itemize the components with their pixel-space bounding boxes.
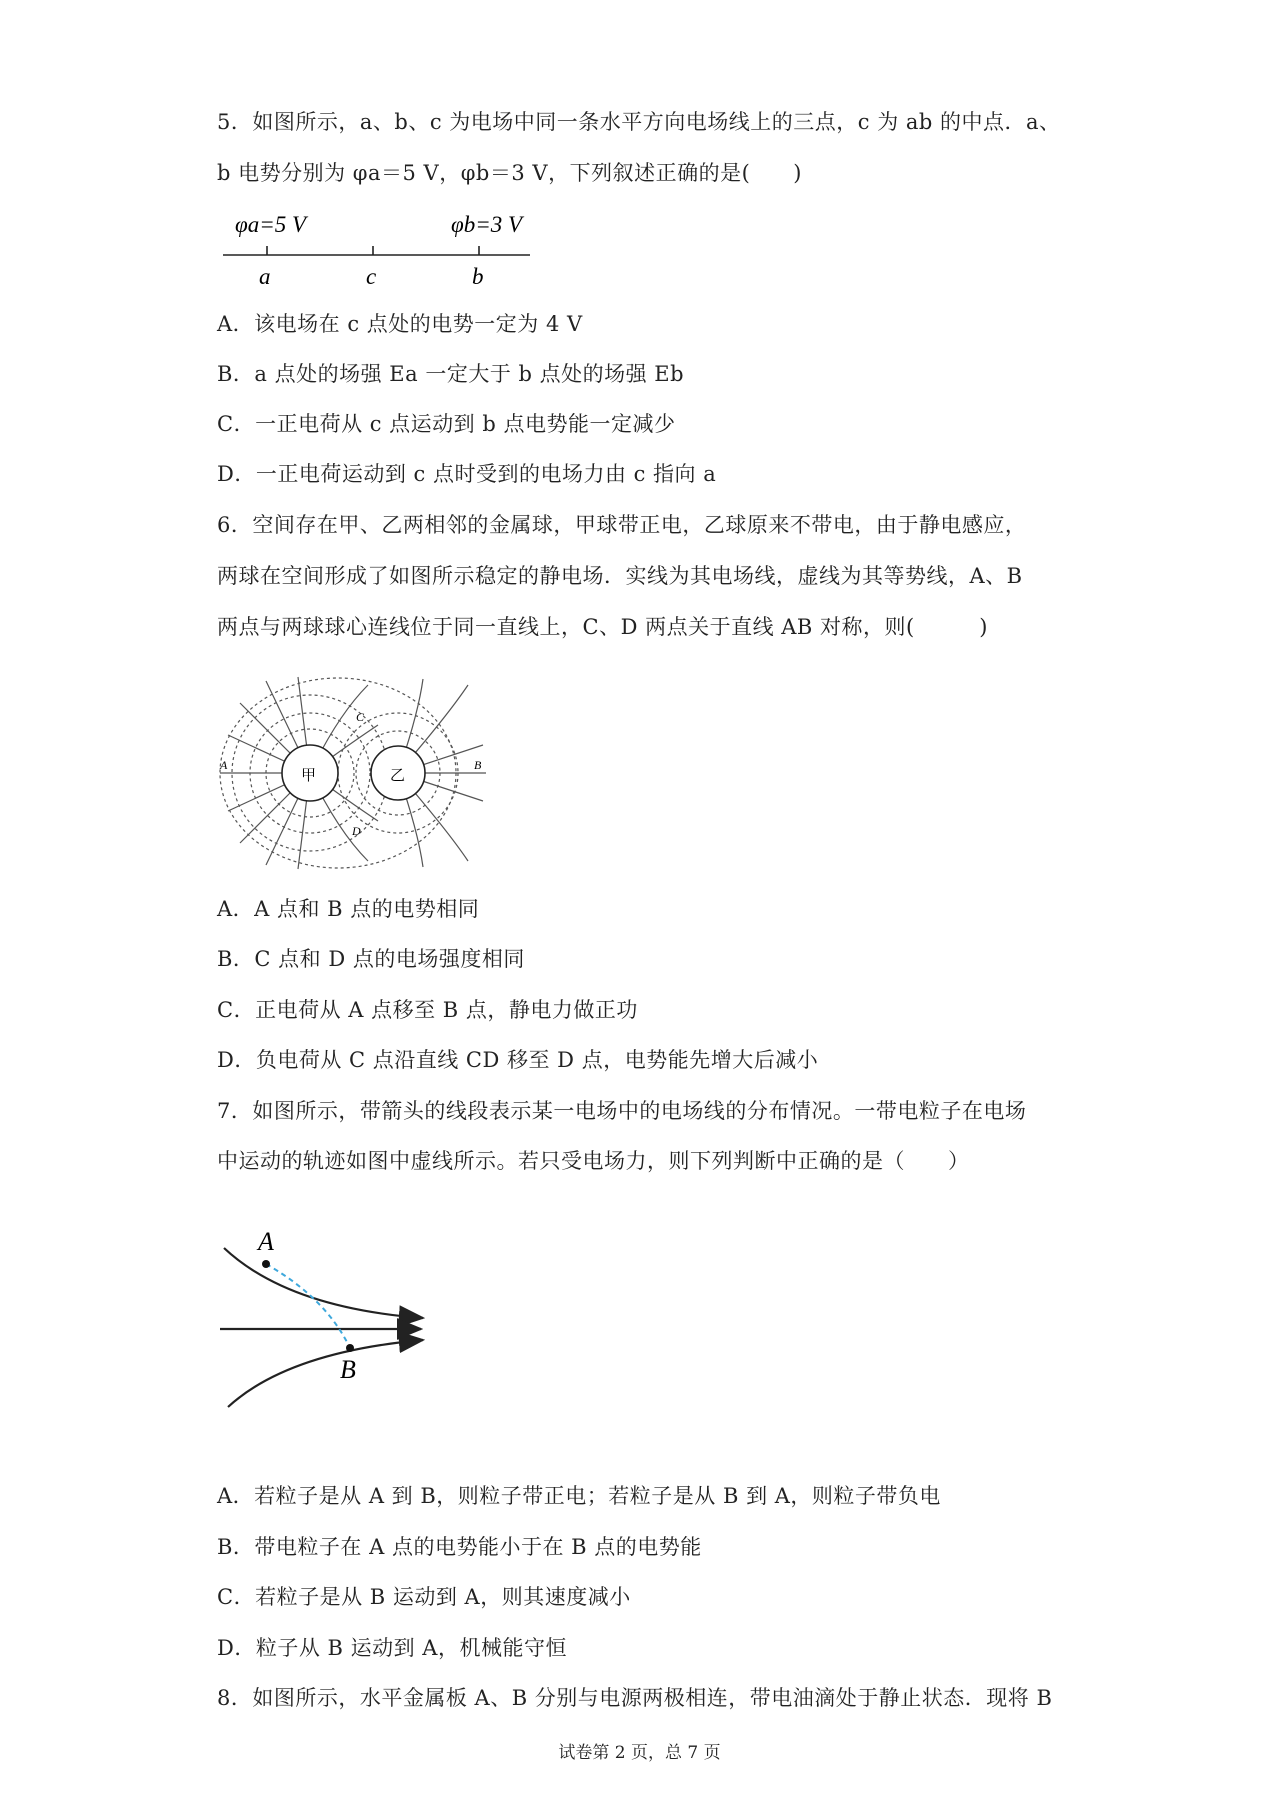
point-A-label: A [220, 758, 228, 772]
q5-option-b: B．a 点处的场强 Ea 一定大于 b 点处的场强 Eb [217, 362, 685, 386]
point-A-dot [262, 1260, 270, 1268]
point-A-label: A [258, 1227, 274, 1256]
point-D-label: D [352, 824, 361, 838]
point-B-label: B [474, 758, 482, 772]
q6-option-a: A．A 点和 B 点的电势相同 [217, 897, 480, 921]
q5-option-d: D．一正电荷运动到 c 点时受到的电场力由 c 指向 a [217, 462, 717, 486]
q8-text-line1: 8．如图所示，水平金属板 A、B 分别与电源两极相连，带电油滴处于静止状态．现将 B [217, 1686, 1053, 1710]
point-c-label: c [366, 264, 377, 289]
q7-option-a: A．若粒子是从 A 到 B，则粒子带正电；若粒子是从 B 到 A，则粒子带负电 [217, 1484, 941, 1508]
point-C-label: C [356, 710, 365, 724]
sphere-jia-label: 甲 [301, 768, 317, 784]
q7-text-line2: 中运动的轨迹如图中虚线所示。若只受电场力，则下列判断中正确的是（ ） [217, 1149, 970, 1173]
q6-text-line2: 两球在空间形成了如图所示稳定的静电场．实线为其电场线，虚线为其等势线，A、B [217, 564, 1023, 588]
q5-option-a: A．该电场在 c 点处的电势一定为 4 V [217, 312, 583, 336]
q5-potential-line-figure [215, 205, 535, 295]
point-B-dot [346, 1344, 354, 1352]
q6-text-line1: 6．空间存在甲、乙两相邻的金属球，甲球带正电，乙球原来不带电，由于静电感应， [217, 513, 1027, 537]
page-footer: 试卷第 2 页，总 7 页 [558, 1743, 721, 1763]
lower-field-line [228, 1340, 423, 1407]
q7-option-c: C．若粒子是从 B 运动到 A，则其速度减小 [217, 1585, 631, 1609]
q6-text-line3: 两点与两球球心连线位于同一直线上，C、D 两点关于直线 AB 对称，则( ) [217, 615, 988, 639]
q6-option-d: D．负电荷从 C 点沿直线 CD 移至 D 点，电势能先增大后减小 [217, 1048, 819, 1072]
phi-a-label: φa=5 V [235, 212, 307, 237]
point-a-label: a [259, 264, 271, 289]
q5-text-line1: 5．如图所示，a、b、c 为电场中同一条水平方向电场线上的三点，c 为 ab 的中点．a、 [217, 110, 1061, 134]
q5-text-line2: b 电势分别为 φa＝5 V，φb＝3 V，下列叙述正确的是( ) [217, 161, 802, 185]
q5-option-c: C．一正电荷从 c 点运动到 b 点电势能一定减少 [217, 412, 676, 436]
point-B-label: B [340, 1355, 356, 1384]
q7-option-d: D．粒子从 B 运动到 A，机械能守恒 [217, 1636, 567, 1660]
phi-b-label: φb=3 V [451, 212, 523, 237]
sphere-yi-label: 乙 [390, 768, 406, 784]
q7-option-b: B．带电粒子在 A 点的电势能小于在 B 点的电势能 [217, 1535, 702, 1559]
q6-option-c: C．正电荷从 A 点移至 B 点，静电力做正功 [217, 998, 638, 1022]
q7-trajectory-figure [218, 1200, 428, 1415]
point-b-label: b [472, 264, 484, 289]
q7-text-line1: 7．如图所示，带箭头的线段表示某一电场中的电场线的分布情况。一带电粒子在电场 [217, 1099, 1027, 1123]
q6-option-b: B．C 点和 D 点的电场强度相同 [217, 947, 525, 971]
q6-two-sphere-field-figure [218, 675, 488, 870]
